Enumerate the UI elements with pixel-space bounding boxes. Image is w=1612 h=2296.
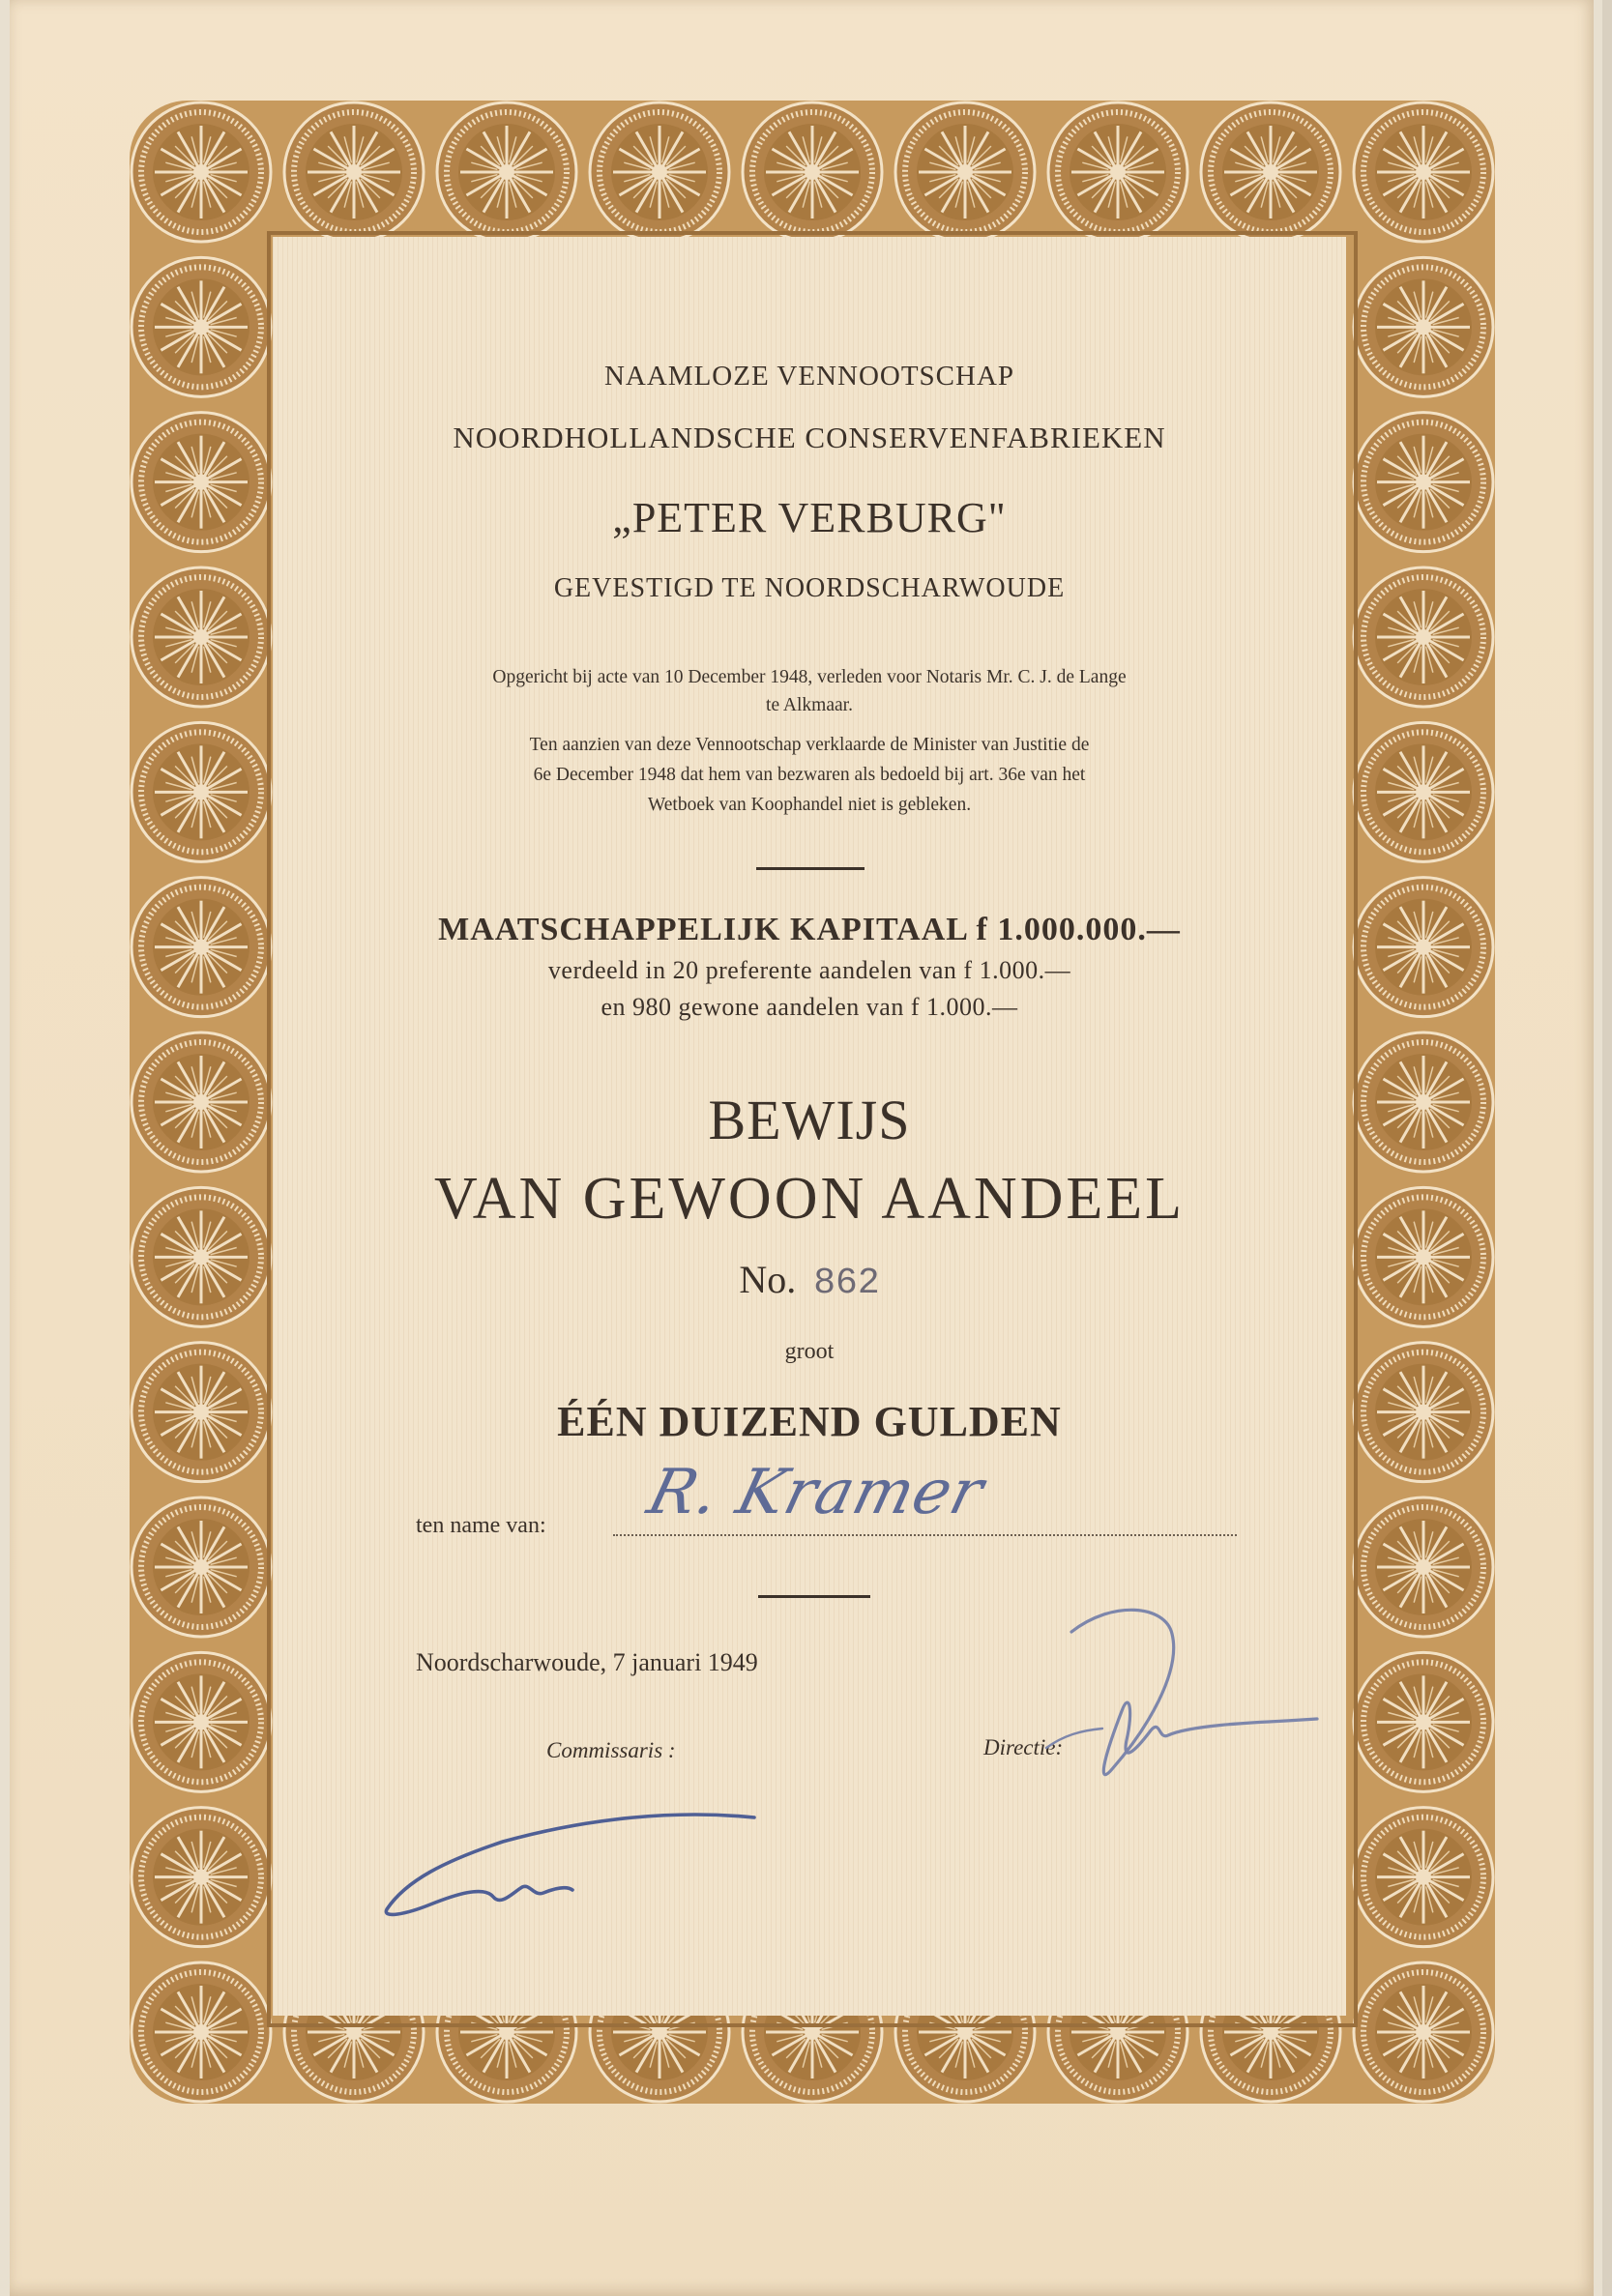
rosette-ornament [132, 1032, 271, 1172]
rosette-ornament [132, 1187, 271, 1326]
rosette-ornament [1354, 1808, 1493, 1947]
commissioner-label: Commissaris : [546, 1738, 676, 1762]
justice-line-1: Ten aanzien van deze Vennootschap verklaarde de Minister van Justitie de [529, 735, 1090, 755]
certificate-number-row [273, 1257, 1346, 1304]
founding-line-2: te Alkmaar. [766, 695, 853, 715]
rosette-ornament [437, 102, 576, 242]
rosette-ornament [132, 722, 271, 861]
rosette-ornament [1354, 257, 1493, 396]
rosette-ornament [1354, 878, 1493, 1017]
company-name: NOORDHOLLANDSCHE CONSERVENFABRIEKEN [453, 421, 1166, 454]
groot-label: groot [784, 1339, 835, 1364]
company-location: GEVESTIGD TE NOORDSCHARWOUDE [553, 573, 1066, 603]
rosette-ornament [1201, 102, 1340, 242]
justice-line-3: Wetboek van Koophandel niet is gebleken. [647, 795, 972, 815]
rosette-ornament [590, 102, 729, 242]
certificate-number: 862 [813, 1263, 880, 1304]
preferred-shares-line: verdeeld in 20 preferente aandelen van f 1.000.— [547, 956, 1071, 984]
rosette-ornament [1354, 413, 1493, 552]
divider-rule [758, 1595, 870, 1598]
share-amount: ÉÉN DUIZEND GULDEN [557, 1398, 1062, 1445]
company-type: NAAMLOZE VENNOOTSCHAP [603, 361, 1015, 392]
rosette-ornament [743, 102, 882, 242]
rosette-ornament [284, 102, 424, 242]
rosette-ornament [132, 102, 271, 242]
rosette-ornament [132, 567, 271, 707]
holder-dotted-line [613, 1534, 1237, 1536]
rosette-ornament [132, 1343, 271, 1482]
scan-edge [1602, 0, 1612, 2296]
issue-place-date: Noordscharwoude, 7 januari 1949 [416, 1648, 758, 1676]
rosette-ornament [132, 1808, 271, 1947]
rosette-ornament [1354, 1652, 1493, 1791]
founding-line-1: Opgericht bij acte van 10 December 1948, verleden voor Notaris Mr. C. J. de Lange [492, 667, 1127, 687]
justice-line-2: 6e December 1948 dat hem van bezwaren als bedoeld bij art. 36e van het [533, 765, 1086, 785]
rosette-ornament [1354, 1497, 1493, 1637]
certificate-subtitle: VAN GEWOON AANDEEL [433, 1166, 1186, 1232]
rosette-ornament [1354, 722, 1493, 861]
rosette-ornament [1354, 1343, 1493, 1482]
rosette-ornament [132, 1962, 271, 2102]
rosette-ornament [132, 413, 271, 552]
rosette-ornament [895, 102, 1035, 242]
rosette-ornament [1048, 102, 1187, 242]
certificate-paper [10, 0, 1594, 2296]
holder-label: ten name van: [416, 1513, 546, 1538]
authorized-capital: MAATSCHAPPELIJK KAPITAAL f 1.000.000.— [438, 912, 1181, 947]
rosette-ornament [1354, 567, 1493, 707]
rosette-ornament [1354, 1187, 1493, 1326]
holder-name-handwritten: R. Kramer [640, 1457, 991, 1528]
rosette-ornament [132, 1652, 271, 1791]
brand-name: „PETER VERBURG" [612, 494, 1007, 541]
rosette-ornament [1354, 1032, 1493, 1172]
certificate-inner-panel [273, 237, 1346, 2016]
rosette-ornament [1354, 102, 1493, 242]
rosette-ornament [1354, 1962, 1493, 2102]
divider-rule [756, 867, 865, 870]
rosette-ornament [132, 1497, 271, 1637]
certificate-title: BEWIJS [708, 1089, 911, 1151]
rosette-ornament [132, 878, 271, 1017]
rosette-ornament [132, 257, 271, 396]
certificate-number-label: No. [739, 1258, 797, 1301]
common-shares-line: en 980 gewone aandelen van f 1.000.— [601, 993, 1018, 1021]
director-label: Directie: [983, 1735, 1064, 1759]
